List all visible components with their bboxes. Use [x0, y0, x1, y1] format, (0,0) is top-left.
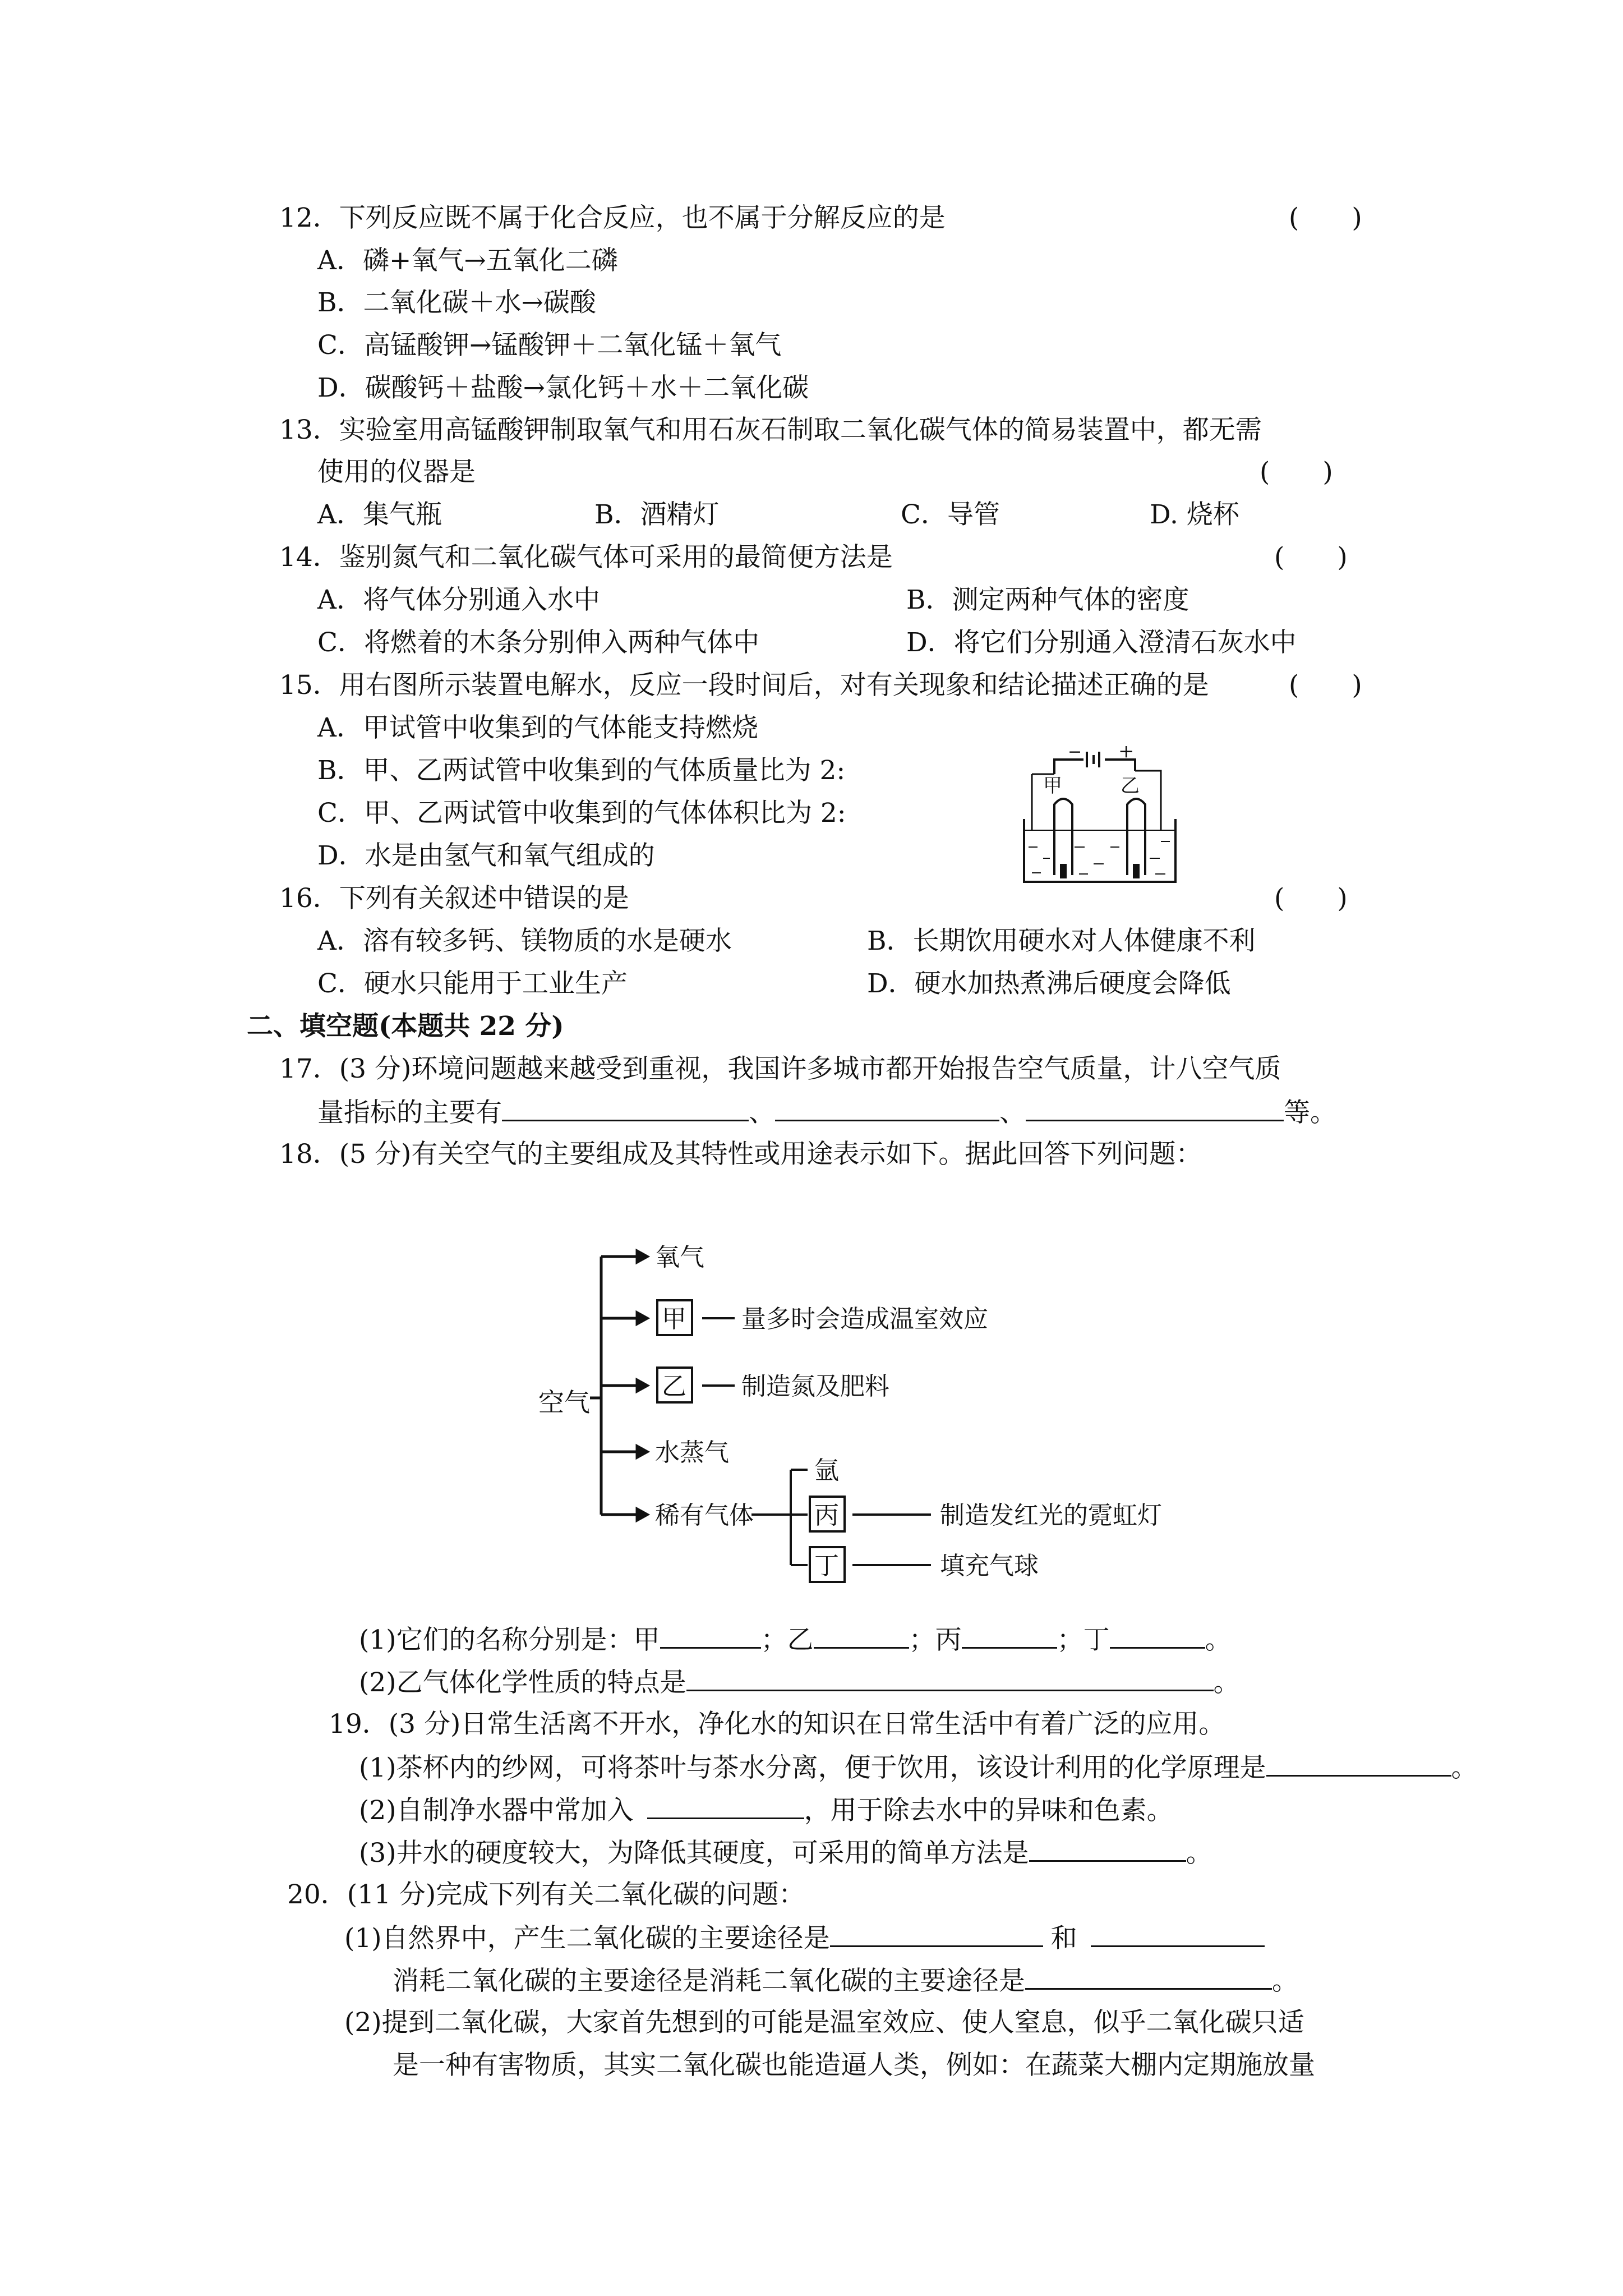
q12-option-b: B．二氧化碳＋水→碳酸	[317, 287, 596, 318]
q14-option-a: A．将气体分别通入水中	[317, 585, 600, 615]
q17-end: 等。	[1284, 1097, 1336, 1128]
q15-stem: 15．用右图所示装置电解水，反应一段时间后，对有关现象和结论描述正确的是	[279, 670, 1209, 701]
diagram-box-jia: 甲	[662, 1305, 686, 1333]
q17-blank-1[interactable]	[502, 1095, 749, 1121]
q19-blank-3[interactable]	[1029, 1835, 1186, 1862]
diagram-ding-desc: 填充气球	[940, 1552, 1039, 1580]
q18-sub1	[359, 1622, 1232, 1657]
q15-option-b: B．甲、乙两试管中收集到的气体质量比为 2:	[317, 755, 846, 786]
q12-answer-paren[interactable]: ( )	[1289, 203, 1362, 233]
diagram-rare-gases: 稀有气体	[655, 1501, 754, 1530]
q18-blank-bing[interactable]	[962, 1622, 1057, 1649]
q15-answer-paren[interactable]: ( )	[1289, 670, 1362, 701]
q15-option-c: C．甲、乙两试管中收集到的气体体积比为 2:	[317, 798, 846, 829]
q18-sub1-ding: ；丁	[1057, 1625, 1110, 1655]
q18-blank-jia[interactable]	[660, 1622, 761, 1649]
q12-option-c: C．高锰酸钾→锰酸钾＋二氧化锰＋氧气	[317, 330, 782, 361]
q18-blank-ding[interactable]	[1110, 1622, 1205, 1649]
q16-stem: 16．下列有关叙述中错误的是	[279, 883, 629, 914]
q19-sub2-text: (2)自制净水器中常加入	[359, 1795, 634, 1826]
q18-sub1-yi: ；乙	[760, 1625, 814, 1655]
air-composition-diagram	[527, 1228, 1245, 1610]
q18-blank-yi[interactable]	[814, 1622, 909, 1649]
q20-sub1-and: 和	[1050, 1923, 1077, 1954]
q20-stem: 20．(11 分)完成下列有关二氧化碳的问题：	[287, 1879, 805, 1910]
diagram-yi-desc: 制造氮及肥料	[741, 1372, 889, 1401]
q14-option-d: D．将它们分别通入澄清石灰水中	[906, 627, 1297, 658]
q16-option-c: C．硬水只能用于工业生产	[317, 968, 628, 999]
q19-blank-1[interactable]	[1266, 1750, 1451, 1777]
q12-option-d: D．碳酸钙＋盐酸→氯化钙＋水＋二氧化碳	[317, 372, 809, 403]
q13-option-b: B．酒精灯	[594, 499, 720, 530]
q13-answer-paren[interactable]: ( )	[1260, 457, 1333, 487]
q14-option-b: B．测定两种气体的密度	[906, 585, 1189, 615]
battery-plus-label: +	[1118, 746, 1135, 762]
q19-sub3-text: (3)井水的硬度较大，为降低其硬度，可采用的简单方法是	[359, 1838, 1029, 1869]
q12-stem: 12．下列反应既不属于化合反应，也不属于分解反应的是	[279, 203, 946, 233]
diagram-box-yi: 乙	[662, 1372, 686, 1401]
q18-sub2	[359, 1665, 1240, 1700]
q14-answer-paren[interactable]: ( )	[1274, 542, 1348, 573]
q16-option-a: A．溶有较多钙、镁物质的水是硬水	[317, 926, 732, 956]
q17-line1: 17．(3 分)环境问题越来越受到重视，我国许多城市都开始报告空气质量，计八空气质	[279, 1053, 1281, 1084]
q17-separator-2: 、	[999, 1097, 1026, 1128]
diagram-box-ding: 丁	[814, 1552, 839, 1580]
q16-answer-paren[interactable]: ( )	[1274, 883, 1348, 914]
q20-sub1-cont-text: 消耗二氧化碳的主要途径是消耗二氧化碳的主要途径是	[393, 1966, 1025, 1996]
q20-blank-2[interactable]	[1091, 1921, 1265, 1947]
section-heading: 二、填空题(本题共 22 分)	[247, 1011, 564, 1042]
q18-sub2-text: (2)乙气体化学性质的特点是	[359, 1667, 686, 1698]
tube-yi-label: 乙	[1121, 775, 1140, 797]
q19-sub2	[359, 1793, 1173, 1828]
q20-sub1-cont	[393, 1963, 1298, 1998]
q13-option-d: D. 烧杯	[1150, 499, 1239, 530]
q19-sub1-end: 。	[1451, 1752, 1478, 1783]
q17-blank-2[interactable]	[775, 1095, 999, 1121]
q14-option-c: C．将燃着的木条分别伸入两种气体中	[317, 627, 759, 658]
q19-sub3	[359, 1835, 1212, 1870]
q19-sub2-end: ，用于除去水中的异味和色素。	[804, 1795, 1173, 1826]
q20-blank-1[interactable]	[830, 1921, 1043, 1947]
q19-blank-2[interactable]	[647, 1793, 804, 1819]
q20-blank-3[interactable]	[1025, 1963, 1272, 1990]
diagram-water-vapor: 水蒸气	[655, 1438, 729, 1467]
q18-sub1-text: (1)它们的名称分别是：甲	[359, 1625, 660, 1655]
q12-option-a: A．磷+氧气→五氧化二磷	[317, 245, 618, 276]
diagram-argon: 氩	[814, 1456, 839, 1485]
q17-blank-3[interactable]	[1026, 1095, 1284, 1121]
q20-sub1-text: (1)自然界中，产生二氧化碳的主要途径是	[344, 1923, 830, 1954]
q18-blank-yi-property[interactable]	[686, 1665, 1214, 1691]
q20-sub2-cont: 是一种有害物质，其实二氧化碳也能造逼人类，例如：在蔬菜大棚内定期施放量	[393, 2050, 1315, 2081]
q15-option-d: D．水是由氢气和氧气组成的	[317, 840, 655, 871]
diagram-box-bing: 丙	[814, 1501, 839, 1530]
q13-stem: 13．实验室用高锰酸钾制取氧气和用石灰石制取二氧化碳气体的简易装置中，都无需	[279, 415, 1262, 445]
q19-stem: 19．(3 分)日常生活离不开水，净化水的知识在日常生活中有着广泛的应用。	[329, 1709, 1225, 1740]
q19-sub3-end: 。	[1186, 1838, 1212, 1869]
q20-sub2: (2)提到二氧化碳，大家首先想到的可能是温室效应、使人窒息，似乎二氧化碳只适	[344, 2007, 1304, 2038]
q16-option-b: B．长期饮用硬水对人体健康不利	[867, 926, 1256, 956]
diagram-bing-desc: 制造发红光的霓虹灯	[940, 1501, 1162, 1530]
electrolysis-apparatus-figure	[1021, 746, 1189, 892]
q13-option-a: A．集气瓶	[317, 499, 442, 530]
q18-sub1-end: 。	[1205, 1625, 1232, 1655]
diagram-jia-desc: 量多时会造成温室效应	[741, 1305, 988, 1333]
q18-sub2-end: 。	[1213, 1667, 1240, 1698]
q15-option-a: A．甲试管中收集到的气体能支持燃烧	[317, 712, 758, 743]
q18-stem: 18．(5 分)有关空气的主要组成及其特性或用途表示如下。据此回答下列问题：	[279, 1139, 1202, 1170]
q18-sub1-bing: ；丙	[909, 1625, 962, 1655]
q14-stem: 14．鉴别氮气和二氧化碳气体可采用的最简便方法是	[279, 542, 893, 573]
q17-line2	[317, 1095, 1336, 1130]
q13-stem-cont: 使用的仪器是	[317, 457, 476, 487]
q17-line2-text: 量指标的主要有	[317, 1097, 502, 1128]
battery-minus-label: −	[1068, 746, 1082, 762]
q20-sub1	[344, 1921, 1265, 1955]
diagram-root-air: 空气	[538, 1387, 590, 1418]
tube-jia-label: 甲	[1043, 775, 1062, 797]
diagram-oxygen: 氧气	[655, 1243, 704, 1272]
q16-option-d: D．硬水加热煮沸后硬度会降低	[867, 968, 1231, 999]
q19-sub1	[359, 1750, 1478, 1785]
q20-sub1-cont-end: 。	[1272, 1966, 1298, 1996]
q17-separator-1: 、	[749, 1097, 775, 1128]
q19-sub1-text: (1)茶杯内的纱网，可将茶叶与茶水分离，便于饮用，该设计利用的化学原理是	[359, 1752, 1266, 1783]
q13-option-c: C．导管	[901, 499, 1000, 530]
